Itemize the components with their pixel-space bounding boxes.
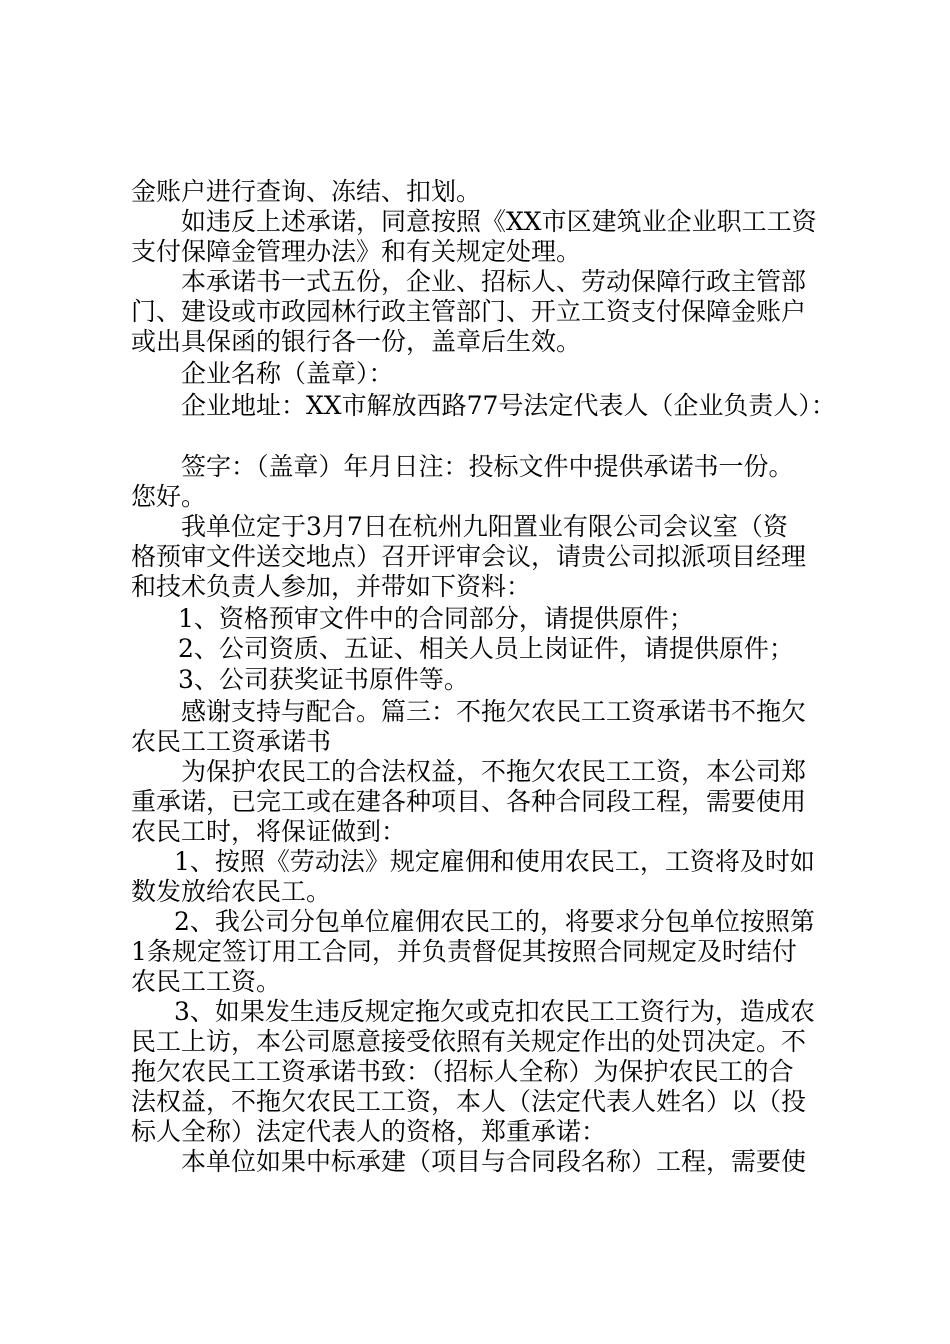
text-line: 法权益，不拖欠农民工工资，本人（法定代表人姓名）以（投 bbox=[131, 1087, 807, 1116]
text-line: 拖欠农民工工资承诺书致：（招标人全称）为保护农民工的合 bbox=[131, 1057, 794, 1086]
text-line: 农民工工资。 bbox=[131, 967, 282, 996]
text-line: 门、建设或市政园林行政主管部门、开立工资支付保障金账户 bbox=[131, 297, 807, 326]
text-line: 3、公司获奖证书原件等。 bbox=[178, 665, 469, 694]
text-line: 重承诺，已完工或在建各种项目、各种合同段工程，需要使用 bbox=[131, 787, 807, 816]
text-line: 1条规定签订用工合同，并负责督促其按照合同规定及时结付 bbox=[131, 937, 797, 966]
text-line: 或出具保函的银行各一份，盖章后生效。 bbox=[131, 327, 582, 356]
text-line: 我单位定于3月7日在杭州九阳置业有限公司会议室（资 bbox=[181, 512, 788, 541]
text-line: 农民工时，将保证做到： bbox=[131, 817, 407, 846]
text-line: 2、公司资质、五证、相关人员上岗证件，请提供原件； bbox=[178, 634, 794, 663]
text-line: 如违反上述承诺，同意按照《XX市区建筑业企业职工工资 bbox=[181, 207, 817, 236]
text-line: 本承诺书一式五份，企业、招标人、劳动保障行政主管部 bbox=[181, 267, 807, 296]
text-line: 和技术负责人参加，并带如下资料： bbox=[131, 572, 532, 601]
text-line: 签字：（盖章）年月日注：投标文件中提供承诺书一份。 bbox=[181, 452, 794, 481]
text-line: 3、如果发生违反规定拖欠或克扣农民工工资行为，造成农 bbox=[174, 997, 815, 1026]
text-line: 金账户进行查询、冻结、扣划。 bbox=[131, 177, 482, 206]
text-line: 支付保障金管理办法》和有关规定处理。 bbox=[131, 237, 582, 266]
text-line: 为保护农民工的合法权益，不拖欠农民工工资，本公司郑 bbox=[181, 757, 807, 786]
text-line: 感谢支持与配合。篇三：不拖欠农民工工资承诺书不拖欠 bbox=[181, 697, 807, 726]
text-line: 1、资格预审文件中的合同部分，请提供原件； bbox=[178, 604, 694, 633]
text-line: 格预审文件送交地点）召开评审会议，请贵公司拟派项目经理 bbox=[131, 542, 807, 571]
text-line: 标人全称）法定代表人的资格，郑重承诺： bbox=[131, 1117, 607, 1146]
text-line: 您好。 bbox=[131, 482, 207, 511]
text-line: 1、按照《劳动法》规定雇佣和使用农民工，工资将及时如 bbox=[174, 847, 815, 876]
text-line: 农民工工资承诺书 bbox=[131, 727, 332, 756]
text-line: 2、我公司分包单位雇佣农民工的，将要求分包单位按照第 bbox=[174, 907, 815, 936]
text-line: 企业名称（盖章）： bbox=[181, 359, 394, 388]
text-line: 本单位如果中标承建（项目与合同段名称）工程，需要使 bbox=[181, 1147, 807, 1176]
text-line: 民工上访，本公司愿意接受依照有关规定作出的处罚决定。不 bbox=[131, 1027, 807, 1056]
text-line: 企业地址：XX市解放西路77号法定代表人（企业负责人）： bbox=[181, 391, 836, 420]
text-line: 数发放给农民工。 bbox=[131, 877, 332, 906]
